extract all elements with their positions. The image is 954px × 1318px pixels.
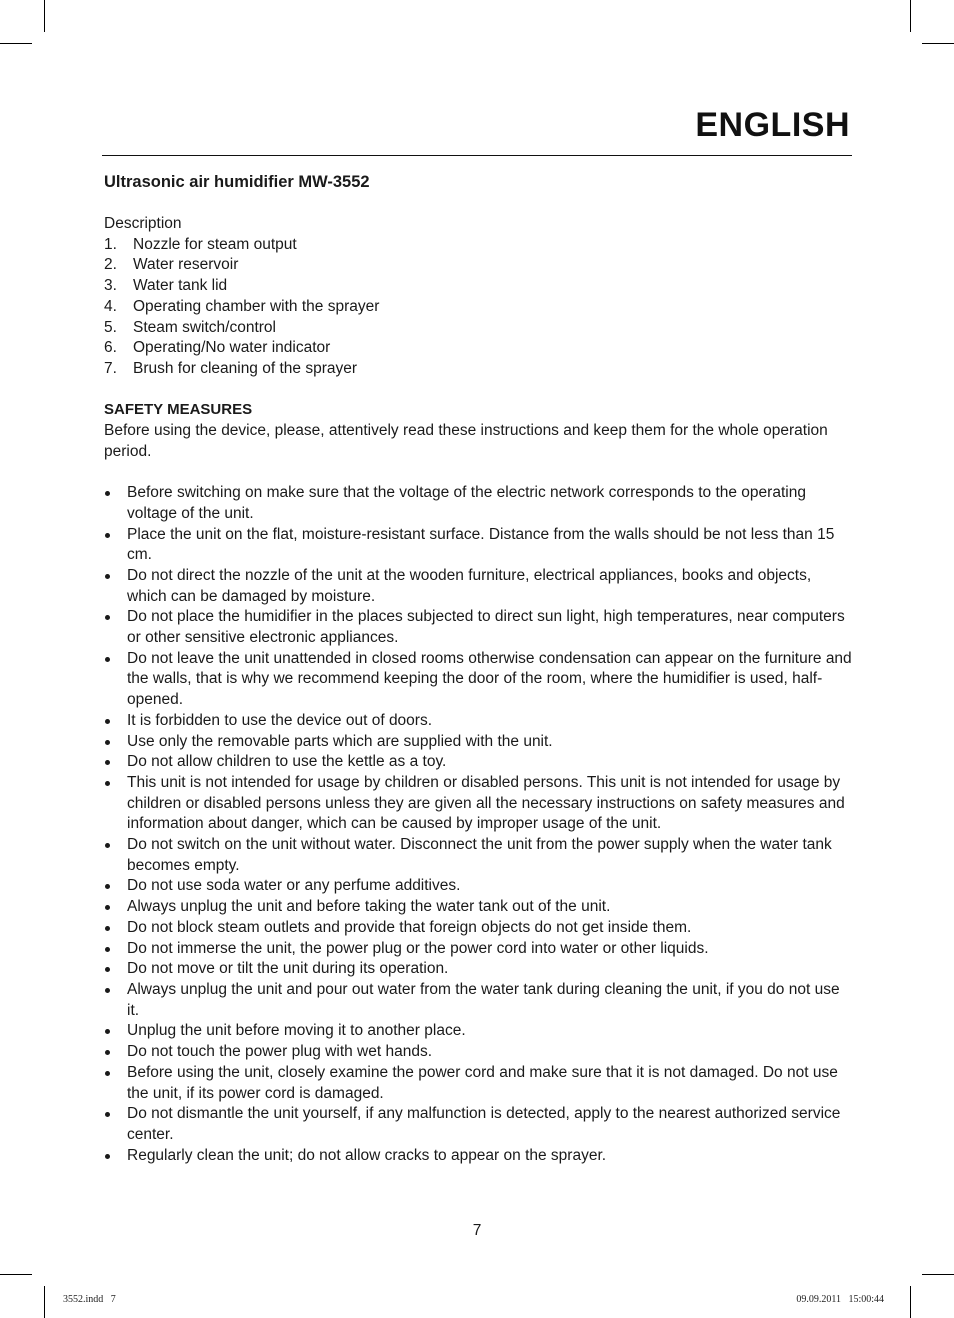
safety-bullet-text: Do not move or tilt the unit during its operation. <box>127 960 449 978</box>
description-item-text: Nozzle for steam output <box>133 235 297 253</box>
safety-bullet-text: Do not allow children to use the kettle as a toy. <box>127 753 447 771</box>
bullet-dot-icon <box>105 760 110 765</box>
safety-bullet-text: Do not leave the unit unattended in closed rooms otherwise condensation can appear on the furniture and the walls, that is why we recommend keeping the door of the room, where the humidifier is used, half-opened. <box>127 649 852 709</box>
description-item <box>104 235 852 256</box>
safety-bullet-item <box>104 1021 852 1042</box>
safety-bullet-text: This unit is not intended for usage by children or disabled persons. This unit is not intended for usage by children or disabled persons unless they are given all the necessary instructions on safety measures and information about danger, which can be caused by improper usage of the unit. <box>127 773 845 833</box>
page-number: 7 <box>472 1222 482 1239</box>
safety-bullet-text: Regularly clean the unit; do not allow cracks to appear on the sprayer. <box>127 1146 607 1164</box>
safety-bullet-text: Do not place the humidifier in the places subjected to direct sun light, high temperatures, near computers or other sensitive electronic appliances. <box>127 608 845 647</box>
safety-bullet-item <box>104 711 852 732</box>
safety-intro: Before using the device, please, attentively read these instructions and keep them for the whole operation period. <box>104 422 828 460</box>
bullet-dot-icon <box>105 615 110 620</box>
description-item-number: 4. <box>104 297 117 315</box>
description-item-text: Water tank lid <box>133 277 228 295</box>
safety-bullet-text: Do not dismantle the unit yourself, if any malfunction is detected, apply to the nearest authorized service center. <box>127 1105 841 1143</box>
safety-bullet-text: Do not immerse the unit, the power plug or the power cord into water or other liquids. <box>127 939 709 957</box>
safety-bullet-item <box>104 607 852 648</box>
bullet-dot-icon <box>105 947 110 952</box>
crop-mark-bottom-right-horizontal <box>922 1274 954 1275</box>
safety-bullet-item <box>104 483 852 524</box>
description-item-text: Brush for cleaning of the sprayer <box>133 359 358 377</box>
safety-bullet-item <box>104 897 852 918</box>
safety-bullet-text: It is forbidden to use the device out of doors. <box>127 711 433 729</box>
bullet-dot-icon <box>105 781 110 786</box>
safety-bullet-item <box>104 566 852 607</box>
description-item-text: Operating/No water indicator <box>133 339 331 357</box>
description-item-text: Water reservoir <box>133 256 239 274</box>
safety-bullet-text: Do not block steam outlets and provide that foreign objects do not get inside them. <box>127 918 692 936</box>
product-title: Ultrasonic air humidifier MW-3552 <box>104 173 370 191</box>
bullet-dot-icon <box>105 1154 110 1159</box>
crop-mark-bottom-left-horizontal <box>0 1274 32 1275</box>
description-heading: Description <box>104 215 182 232</box>
safety-bullet-item <box>104 1063 852 1104</box>
crop-mark-top-right-vertical <box>910 0 911 32</box>
slug-timestamp: 09.09.2011 15:00:44 <box>796 1294 884 1305</box>
language-heading: ENGLISH <box>695 106 850 144</box>
description-item <box>104 338 852 359</box>
safety-bullet-text: Do not direct the nozzle of the unit at the wooden furniture, electrical appliances, books and objects, which can be damaged by moisture. <box>127 566 812 605</box>
description-list <box>104 235 852 380</box>
safety-bullet-text: Unplug the unit before moving it to another place. <box>127 1022 466 1040</box>
description-item-number: 7. <box>104 359 117 377</box>
description-item <box>104 255 852 276</box>
bullet-dot-icon <box>105 884 110 889</box>
description-item-number: 2. <box>104 256 117 274</box>
safety-bullet-item <box>104 1146 852 1167</box>
safety-bullet-item <box>104 835 852 876</box>
safety-heading: SAFETY MEASURES <box>104 401 253 419</box>
description-item-number: 6. <box>104 339 117 357</box>
slug-file: 3552.indd 7 <box>63 1294 116 1305</box>
header-divider <box>102 155 852 156</box>
safety-bullet-text: Do not use soda water or any perfume additives. <box>127 877 461 895</box>
bullet-dot-icon <box>105 1050 110 1055</box>
description-item-number: 5. <box>104 318 117 336</box>
safety-bullet-item <box>104 1042 852 1063</box>
bullet-dot-icon <box>105 533 110 538</box>
safety-bullet-text: Always unplug the unit and pour out water from the water tank during cleaning the unit, if you do not use it. <box>127 980 840 1019</box>
safety-bullet-item <box>104 732 852 753</box>
bullet-dot-icon <box>105 574 110 579</box>
crop-mark-top-right-horizontal <box>922 43 954 44</box>
bullet-dot-icon <box>105 1112 110 1117</box>
crop-mark-top-left-horizontal <box>0 43 32 44</box>
bullet-dot-icon <box>105 657 110 662</box>
safety-bullet-list <box>104 483 852 1166</box>
safety-bullet-text: Use only the removable parts which are supplied with the unit. <box>127 732 553 750</box>
description-item-text: Steam switch/control <box>133 318 276 336</box>
page-content <box>104 171 852 1166</box>
bullet-dot-icon <box>105 967 110 972</box>
description-item <box>104 318 852 339</box>
safety-bullet-item <box>104 649 852 711</box>
safety-bullet-text: Do not touch the power plug with wet hands. <box>127 1043 433 1061</box>
crop-mark-top-left-vertical <box>44 0 45 32</box>
bullet-dot-icon <box>105 926 110 931</box>
bullet-dot-icon <box>105 1071 110 1076</box>
description-item <box>104 359 852 380</box>
bullet-dot-icon <box>105 491 110 496</box>
crop-mark-bottom-left-vertical <box>44 1286 45 1318</box>
safety-bullet-item <box>104 959 852 980</box>
safety-bullet-item <box>104 525 852 566</box>
bullet-dot-icon <box>105 1029 110 1034</box>
description-item-number: 1. <box>104 235 117 253</box>
safety-bullet-text: Before using the unit, closely examine the power cord and make sure that it is not damaged. Do not use the unit, if its power cord is damaged. <box>127 1063 838 1102</box>
description-item-number: 3. <box>104 277 117 295</box>
description-item <box>104 297 852 318</box>
bullet-dot-icon <box>105 988 110 993</box>
safety-bullet-text: Always unplug the unit and before taking the water tank out of the unit. <box>127 898 611 916</box>
safety-bullet-item <box>104 939 852 960</box>
safety-bullet-item <box>104 918 852 939</box>
safety-bullet-item <box>104 1104 852 1145</box>
safety-bullet-item <box>104 773 852 835</box>
bullet-dot-icon <box>105 740 110 745</box>
bullet-dot-icon <box>105 719 110 724</box>
safety-bullet-item <box>104 980 852 1021</box>
safety-bullet-text: Before switching on make sure that the voltage of the electric network corresponds to the operating voltage of the unit. <box>127 484 806 522</box>
safety-bullet-item <box>104 752 852 773</box>
description-item <box>104 276 852 297</box>
safety-bullet-text: Do not switch on the unit without water. Disconnect the unit from the power supply when the water tank becomes empty. <box>127 836 832 874</box>
safety-bullet-text: Place the unit on the flat, moisture-resistant surface. Distance from the walls should be not less than 15 cm. <box>127 525 835 564</box>
description-item-text: Operating chamber with the sprayer <box>133 297 380 315</box>
crop-mark-bottom-right-vertical <box>910 1286 911 1318</box>
safety-bullet-item <box>104 876 852 897</box>
bullet-dot-icon <box>105 843 110 848</box>
bullet-dot-icon <box>105 905 110 910</box>
